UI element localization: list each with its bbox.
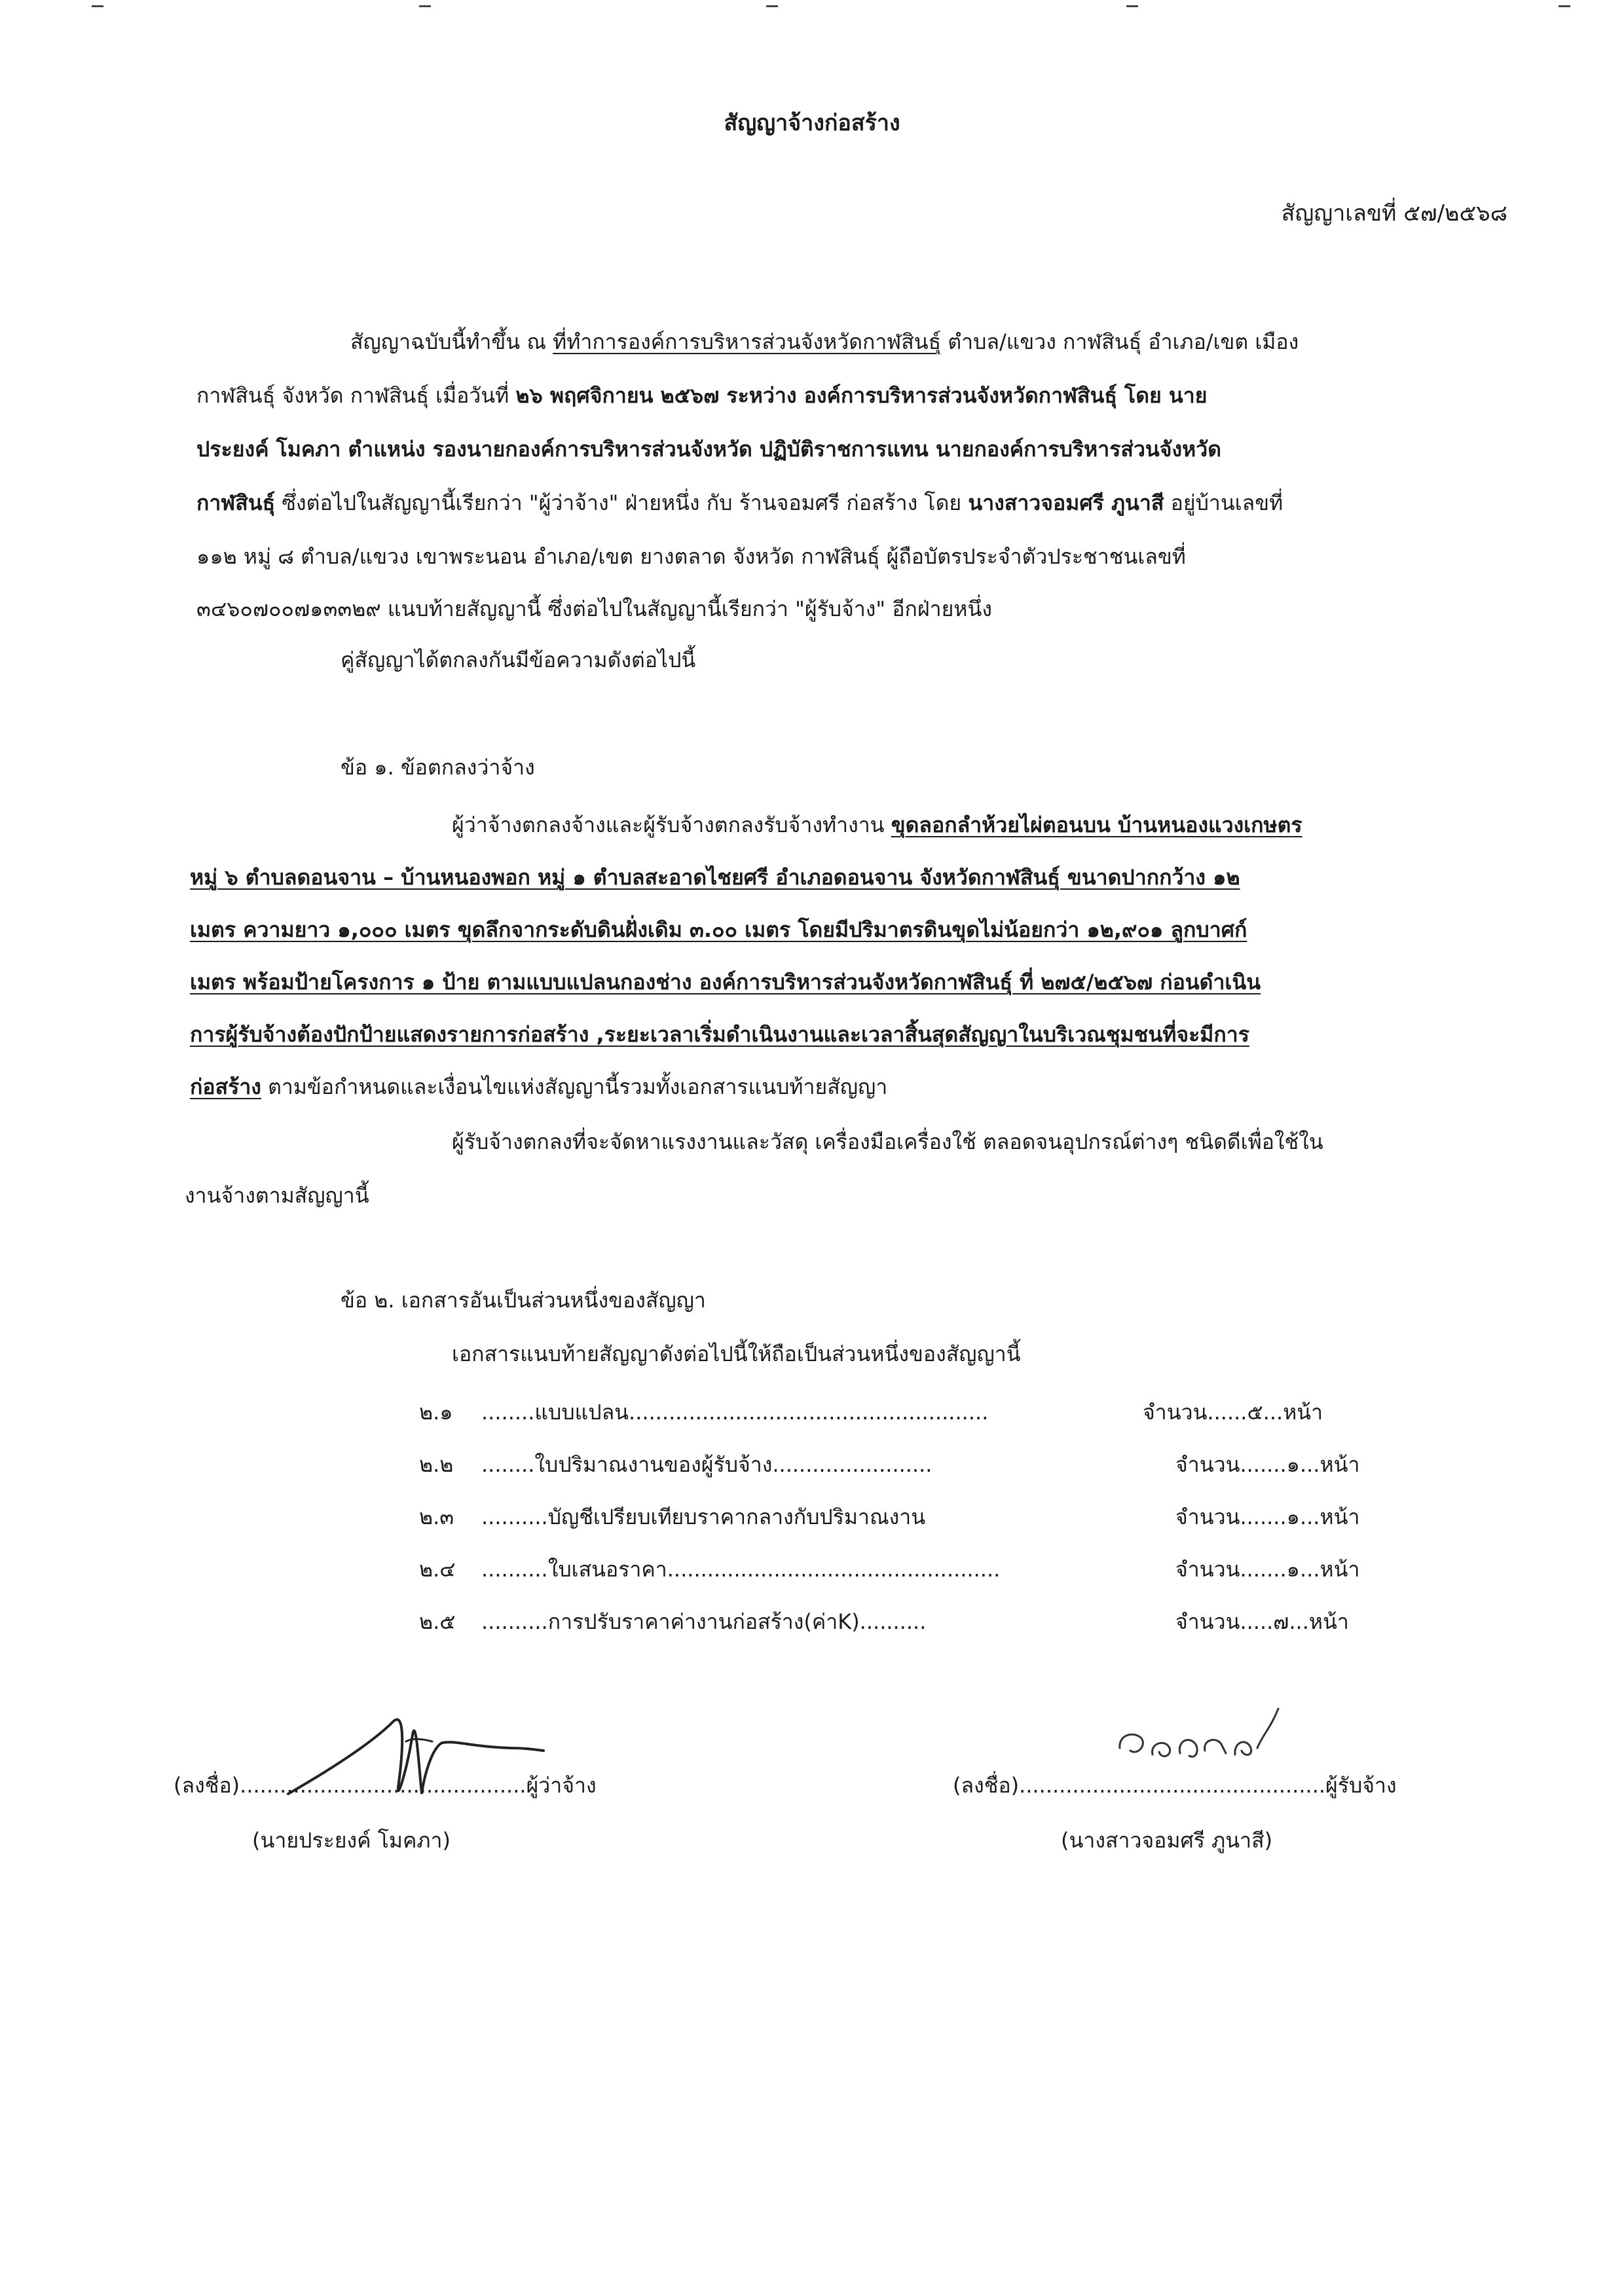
preamble-line-7: คู่สัญญาได้ตกลงกันมีข้อความดังต่อไปนี้: [341, 647, 696, 672]
preamble-line-1: สัญญาฉบับนี้ทำขึ้น ณ ที่ทำการองค์การบริหารส่วนจังหวัดกาฬสินธุ์ ตำบล/แขวง กาฬสินธุ์ อำเภอ/เขต เมือง: [350, 329, 1299, 354]
document-title: สัญญาจ้างก่อสร้าง: [724, 110, 900, 136]
contractor-signature-line: (ลงชื่อ)..............................................ผู้รับจ้าง: [953, 1773, 1397, 1798]
clause-1-line-7: ผู้รับจ้างตกลงที่จะจัดหาแรงงานและวัสดุ เครื่องมือเครื่องใช้ ตลอดจนอุปกรณ์ต่างๆ ชนิดดีเพื่อใช้ใน: [452, 1129, 1323, 1154]
clause-2-heading: ข้อ ๒. เอกสารอันเป็นส่วนหนึ่งของสัญญา: [341, 1288, 706, 1313]
preamble-line-3: ประยงค์ โมคภา ตำแหน่ง รองนายกองค์การบริหารส่วนจังหวัด ปฏิบัติราชการแทน นายกองค์การบริหารส่วนจังหวัด: [196, 437, 1221, 462]
preamble-line-4: กาฬสินธุ์ ซึ่งต่อไปในสัญญานี้เรียกว่า "ผู้ว่าจ้าง" ฝ่ายหนึ่ง กับ ร้านจอมศรี ก่อสร้าง โดย นางสาวจอมศรี ภูนาสี อยู่บ้านเลขที่: [196, 490, 1283, 515]
attachment-page-count: จำนวน.......๑...หน้า: [1175, 1452, 1360, 1477]
contractor-signature: [1107, 1683, 1303, 1781]
clause-1-heading: ข้อ ๑. ข้อตกลงว่าจ้าง: [341, 755, 535, 780]
preamble-line-2: กาฬสินธุ์ จังหวัด กาฬสินธุ์ เมื่อวันที่ ๒๖ พฤศจิกายน ๒๕๖๗ ระหว่าง องค์การบริหารส่วนจังหวัดกาฬสินธุ์ โดย นาย: [196, 383, 1208, 408]
clause-1-line-6: ก่อสร้าง ตามข้อกำหนดและเงื่อนไขแห่งสัญญานี้รวมทั้งเอกสารแนบท้ายสัญญา: [190, 1074, 888, 1099]
clause-1-line-3: เมตร ความยาว ๑,๐๐๐ เมตร ขุดลึกจากระดับดินฝั่งเดิม ๓.๐๐ เมตร โดยมีปริมาตรดินขุดไม่น้อยกว่า ๑๒,๙๐๑ ลูกบาศก์: [190, 917, 1247, 942]
scan-mark: [1126, 5, 1138, 7]
contractor-name: (นางสาวจอมศรี ภูนาสี): [1061, 1828, 1273, 1853]
employer-signature-line: (ลงชื่อ)...........................................ผู้ว่าจ้าง: [174, 1773, 597, 1798]
attachment-title: ..........การปรับราคาค่างานก่อสร้าง(ค่าK)..........: [481, 1609, 927, 1634]
attachment-title: ..........บัญชีเปรียบเทียบราคากลางกับปริมาณงาน: [481, 1504, 926, 1529]
scan-mark: [1559, 5, 1570, 7]
scan-mark: [92, 5, 103, 7]
employer-signature: [275, 1696, 550, 1813]
attachment-page-count: จำนวน......๕...หน้า: [1143, 1400, 1323, 1425]
attachment-number: ๒.๒: [419, 1452, 454, 1477]
attachment-number: ๒.๕: [419, 1609, 456, 1634]
attachment-page-count: จำนวน.....๗...หน้า: [1175, 1609, 1349, 1634]
clause-2-intro: เอกสารแนบท้ายสัญญาดังต่อไปนี้ให้ถือเป็นส่วนหนึ่งของสัญญานี้: [452, 1341, 1021, 1366]
attachment-number: ๒.๑: [419, 1400, 453, 1425]
preamble-line-6: ๓๔๖๐๗๐๐๗๑๓๓๒๙ แนบท้ายสัญญานี้ ซึ่งต่อไปในสัญญานี้เรียกว่า "ผู้รับจ้าง" อีกฝ่ายหนึ่ง: [196, 596, 992, 621]
attachment-number: ๒.๔: [419, 1557, 456, 1582]
clause-1-line-2: หมู่ ๖ ตำบลดอนจาน – บ้านหนองพอก หมู่ ๑ ตำบลสะอาดไชยศรี อำเภอดอนจาน จังหวัดกาฬสินธุ์ ขนาดปากกว้าง ๑๒: [190, 865, 1240, 890]
scan-mark: [419, 5, 431, 7]
attachment-title: ........ใบปริมาณงานของผู้รับจ้าง........................: [481, 1452, 932, 1477]
attachment-title: ........แบบแปลน......................................................: [481, 1400, 989, 1425]
attachment-number: ๒.๓: [419, 1504, 454, 1529]
scan-mark: [766, 5, 778, 7]
clause-1-line-5: การผู้รับจ้างต้องปักป้ายแสดงรายการก่อสร้าง ,ระยะเวลาเริ่มดำเนินงานและเวลาสิ้นสุดสัญญาในบริเวณชุมชนที่จะมีการ: [190, 1022, 1249, 1047]
clause-1-line-8: งานจ้างตามสัญญานี้: [185, 1183, 369, 1208]
clause-1-line-1: ผู้ว่าจ้างตกลงจ้างและผู้รับจ้างตกลงรับจ้างทำงาน ขุดลอกลำห้วยไผ่ตอนบน บ้านหนองแวงเกษตร: [452, 812, 1302, 837]
employer-name: (นายประยงค์ โมคภา): [252, 1828, 451, 1853]
attachment-title: ..........ใบเสนอราคา..................................................: [481, 1557, 1001, 1582]
attachment-page-count: จำนวน.......๑...หน้า: [1175, 1504, 1360, 1529]
attachment-page-count: จำนวน.......๑...หน้า: [1175, 1557, 1360, 1582]
clause-1-line-4: เมตร พร้อมป้ายโครงการ ๑ ป้าย ตามแบบแปลนกองช่าง องค์การบริหารส่วนจังหวัดกาฬสินธุ์ ที่ ๒๗๕/๒๕๖๗ ก่อนดำเนิน: [190, 970, 1261, 994]
preamble-line-5: ๑๑๒ หมู่ ๘ ตำบล/แขวง เขาพระนอน อำเภอ/เขต ยางตลาด จังหวัด กาฬสินธุ์ ผู้ถือบัตรประจำตัวประชาชนเลขที่: [196, 544, 1186, 569]
contract-number: สัญญาเลขที่ ๕๗/๒๕๖๘: [1281, 200, 1507, 227]
